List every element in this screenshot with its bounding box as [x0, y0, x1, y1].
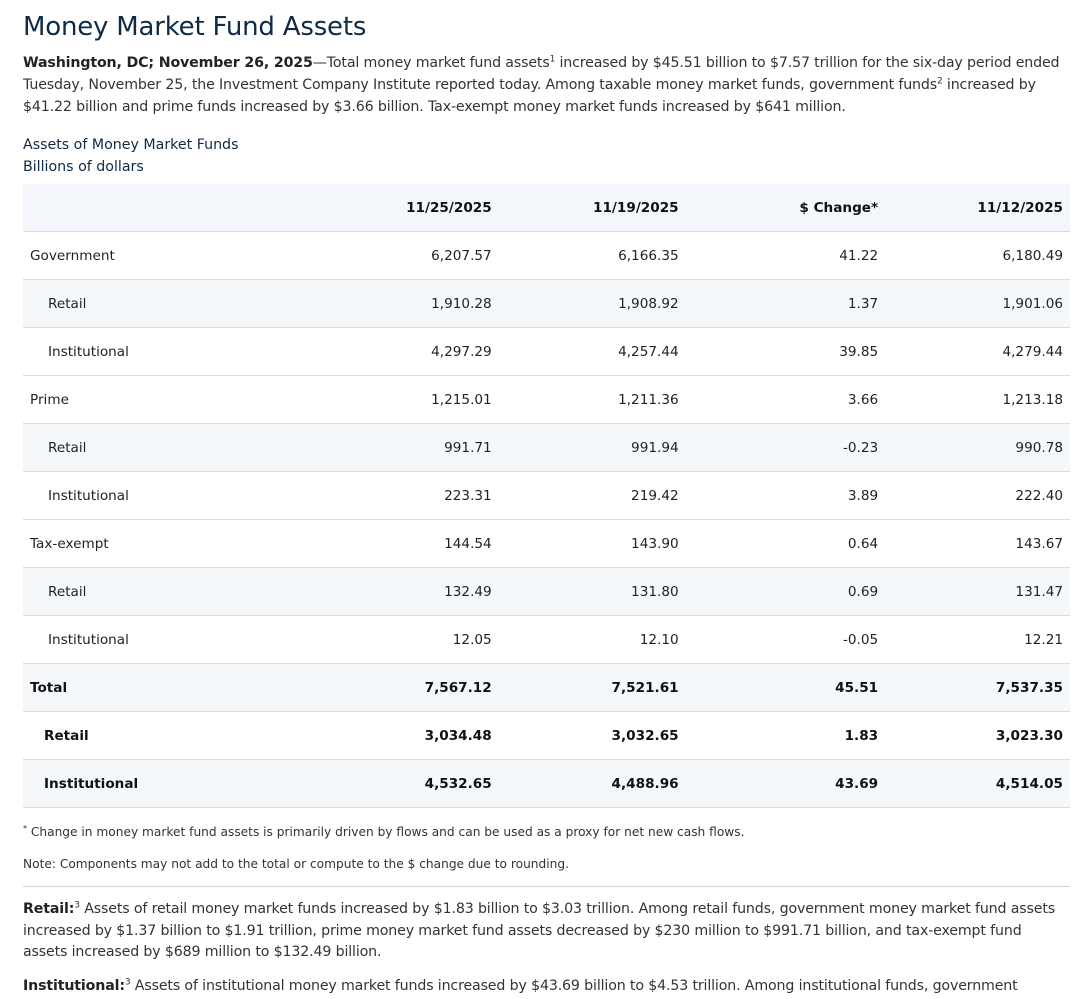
- cell-value: 3,023.30: [885, 712, 1070, 760]
- table-row-prime-retail: [23, 424, 1070, 472]
- cell-value: 4,279.44: [885, 328, 1070, 376]
- cell-value: 131.47: [885, 568, 1070, 616]
- cell-value: 3,032.65: [499, 712, 686, 760]
- lead-text-2: increased by $45.51 billion to $7.57 trillion for the six-day period ended Tuesday, November 25, the Investment Company Institute reported today. Among taxable money market funds, government funds: [23, 55, 1060, 93]
- cell-value: 131.80: [499, 568, 686, 616]
- cell-value: 132.49: [312, 568, 499, 616]
- cell-value: 12.21: [885, 616, 1070, 664]
- cell-value: 144.54: [312, 520, 499, 568]
- row-label: Institutional: [23, 760, 312, 808]
- footnote-2-link[interactable]: 2: [936, 76, 943, 87]
- cell-value: 6,166.35: [499, 232, 686, 280]
- footnote-1-link[interactable]: 1: [549, 54, 556, 65]
- table-row-total: [23, 664, 1070, 712]
- cell-value: 3.66: [686, 376, 886, 424]
- lead-paragraph: [23, 52, 1069, 118]
- footnote-star: *: [23, 823, 27, 833]
- table-row-tax-exempt: [23, 520, 1070, 568]
- table-row-government: [23, 232, 1070, 280]
- cell-value: 6,180.49: [885, 232, 1070, 280]
- cell-value: -0.05: [686, 616, 886, 664]
- cell-value: 3,034.48: [312, 712, 499, 760]
- cell-value: 143.90: [499, 520, 686, 568]
- cell-value: 7,537.35: [885, 664, 1070, 712]
- table-row-tax-exempt-retail: [23, 568, 1070, 616]
- cell-value: 4,257.44: [499, 328, 686, 376]
- row-label: Tax-exempt: [23, 520, 312, 568]
- header-change: $ Change*: [686, 184, 886, 232]
- cell-value: 4,532.65: [312, 760, 499, 808]
- retail-label: Retail:: [23, 901, 75, 917]
- institutional-label: Institutional:: [23, 977, 125, 994]
- row-label: Institutional: [23, 472, 312, 520]
- row-label: Institutional: [23, 616, 312, 664]
- row-label: Prime: [23, 376, 312, 424]
- lead-text-3: increased by $41.22 billion and prime funds increased by $3.66 billion. Tax-exempt money market funds increased by $641 million.: [23, 77, 1036, 115]
- cell-value: 1.83: [686, 712, 886, 760]
- cell-value: 41.22: [686, 232, 886, 280]
- dateline: Washington, DC; November 26, 2025: [23, 55, 313, 71]
- table-caption-title: Assets of Money Market Funds: [23, 137, 239, 153]
- table-row-total-institutional: [23, 760, 1070, 808]
- cell-value: 39.85: [686, 328, 886, 376]
- table-row-total-retail: [23, 712, 1070, 760]
- cell-value: 1,213.18: [885, 376, 1070, 424]
- section-divider: [23, 886, 1070, 887]
- cell-value: 1.37: [686, 280, 886, 328]
- cell-value: 0.69: [686, 568, 886, 616]
- assets-table: [23, 184, 1070, 808]
- cell-value: 7,521.61: [499, 664, 686, 712]
- page-title: Money Market Fund Assets: [23, 12, 367, 42]
- table-caption: [23, 134, 1069, 178]
- cell-value: 1,215.01: [312, 376, 499, 424]
- row-label: Retail: [23, 712, 312, 760]
- cell-value: 1,211.36: [499, 376, 686, 424]
- cell-value: 4,488.96: [499, 760, 686, 808]
- lead-text-1: —Total money market fund assets: [312, 55, 550, 71]
- row-label: Government: [23, 232, 312, 280]
- cell-value: 991.71: [312, 424, 499, 472]
- cell-value: 0.64: [686, 520, 886, 568]
- table-row-government-institutional: [23, 328, 1070, 376]
- cell-value: 43.69: [686, 760, 886, 808]
- retail-paragraph: Retail:$^3$ Assets of retail money market funds increased by $1.83 billion to $3.03 trillion. Among retail funds, government money market fund assets increased by $1.37 billion to $1.91 trillion, prime money market fund assets decreased by $230 million to $991.71 billion, and tax-exempt fund assets increased by $689 million to $132.49 billion.: [23, 900, 1055, 960]
- row-label: Total: [23, 664, 312, 712]
- cell-value: 143.67: [885, 520, 1070, 568]
- cell-value: 219.42: [499, 472, 686, 520]
- table-caption-units: Billions of dollars: [23, 159, 144, 175]
- header-label: [23, 184, 312, 232]
- cell-value: 12.10: [499, 616, 686, 664]
- header-date-earlier: 11/12/2025: [885, 184, 1070, 232]
- row-label: Institutional: [23, 328, 312, 376]
- cell-value: 1,901.06: [885, 280, 1070, 328]
- cell-value: 4,297.29: [312, 328, 499, 376]
- cell-value: 1,908.92: [499, 280, 686, 328]
- footnote-3-link[interactable]: 3: [74, 900, 80, 911]
- cell-value: 6,207.57: [312, 232, 499, 280]
- cell-value: -0.23: [686, 424, 886, 472]
- header-date-prior: 11/19/2025: [499, 184, 686, 232]
- cell-value: 990.78: [885, 424, 1070, 472]
- footnote-rounding-note: Note: Components may not add to the total or compute to the $ change due to rounding.: [23, 857, 569, 871]
- table-header-row: [23, 184, 1070, 232]
- row-label: Retail: [23, 280, 312, 328]
- row-label: Retail: [23, 568, 312, 616]
- row-label: Retail: [23, 424, 312, 472]
- cell-value: 3.89: [686, 472, 886, 520]
- cell-value: 223.31: [312, 472, 499, 520]
- cell-value: 4,514.05: [885, 760, 1070, 808]
- cell-value: 222.40: [885, 472, 1070, 520]
- header-date-current: 11/25/2025: [312, 184, 499, 232]
- table-row-prime: [23, 376, 1070, 424]
- footnote-3-link[interactable]: 3: [124, 976, 131, 987]
- footnote-change: * Change in money market fund assets is primarily driven by flows and can be used as a proxy for net new cash flows.: [23, 823, 745, 839]
- cell-value: 1,910.28: [312, 280, 499, 328]
- cell-value: 7,567.12: [312, 664, 499, 712]
- cell-value: 991.94: [499, 424, 686, 472]
- institutional-paragraph: Institutional:$^3$ Assets of institutional money market funds increased by $43.69 billion to $4.53 trillion. Among institutional funds, government: [23, 976, 1018, 994]
- cell-value: 12.05: [312, 616, 499, 664]
- table-row-tax-exempt-institutional: [23, 616, 1070, 664]
- table-row-government-retail: [23, 280, 1070, 328]
- cell-value: 45.51: [686, 664, 886, 712]
- table-row-prime-institutional: [23, 472, 1070, 520]
